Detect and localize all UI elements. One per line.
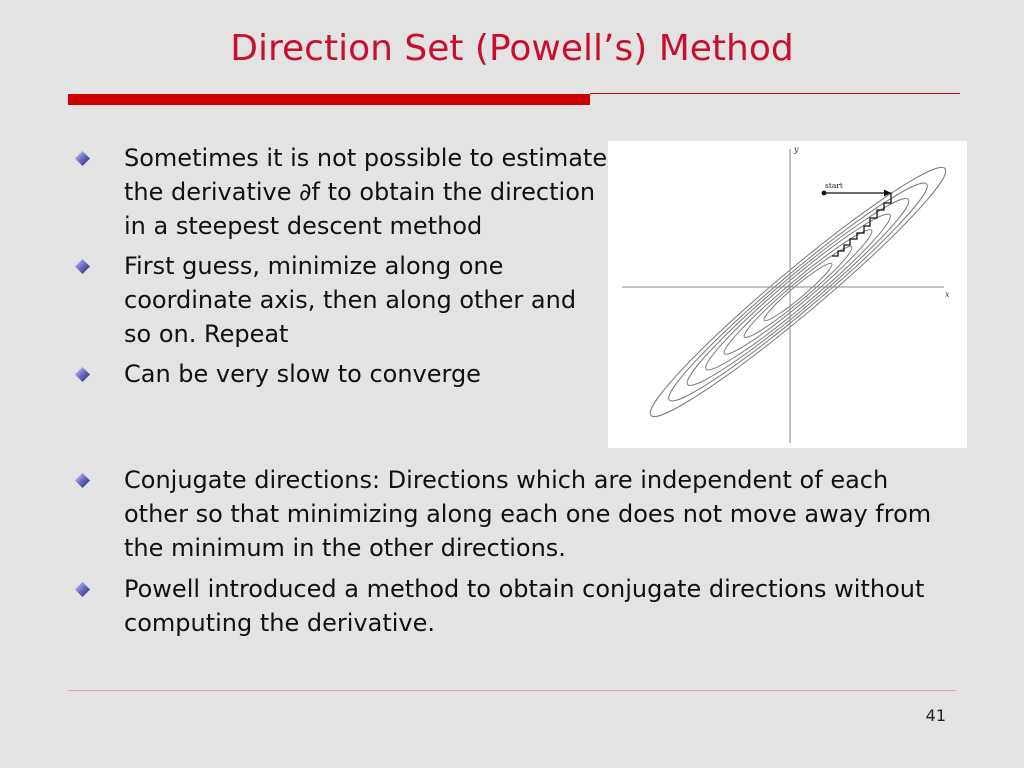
diamond-bullet-icon (75, 473, 90, 488)
diamond-bullet-icon (75, 367, 90, 382)
diamond-bullet-icon (75, 151, 90, 166)
bullet-text: Powell introduced a method to obtain conjugate directions without computing the derivative. (124, 575, 925, 637)
contour-ellipse (657, 169, 939, 414)
contour-ellipse (717, 222, 878, 362)
contour-figure (608, 141, 967, 448)
bullet-text: Sometimes it is not possible to estimate the derivative ∂f to obtain the direction in a steepest descent method (124, 144, 608, 240)
bullet-item (70, 572, 950, 640)
title-underline-thick (68, 94, 590, 105)
contour-ellipse (760, 259, 835, 325)
bullet-list-bottom (70, 463, 950, 647)
bullet-text: First guess, minimize along one coordinate axis, then along other and so on. Repeat (124, 252, 577, 348)
contour-ellipse (739, 240, 857, 343)
title-underline-thin (590, 93, 960, 94)
contour-ellipse (697, 204, 899, 380)
page-number: 41 (925, 706, 946, 725)
start-point (822, 191, 827, 196)
y-axis-label: y (794, 145, 799, 154)
start-label: start (825, 181, 843, 190)
bullet-item (70, 249, 610, 351)
bullet-item (70, 141, 610, 243)
bullet-item (70, 463, 950, 565)
bullet-text: Can be very slow to converge (124, 360, 481, 388)
footer-rule (68, 690, 956, 691)
diamond-bullet-icon (75, 259, 90, 274)
contour-ellipses (637, 152, 959, 433)
contour-ellipse (677, 187, 919, 397)
bullet-list-top (70, 141, 610, 397)
slide-title: Direction Set (Powell’s) Method (230, 28, 794, 69)
bullet-item (70, 357, 610, 391)
contour-ellipse (637, 152, 959, 433)
bullet-text: Conjugate directions: Directions which are independent of each other so that minimizing along each one does not move away from the minimum in the other directions. (124, 466, 932, 562)
x-axis-label: x (945, 290, 950, 299)
diamond-bullet-icon (75, 582, 90, 597)
